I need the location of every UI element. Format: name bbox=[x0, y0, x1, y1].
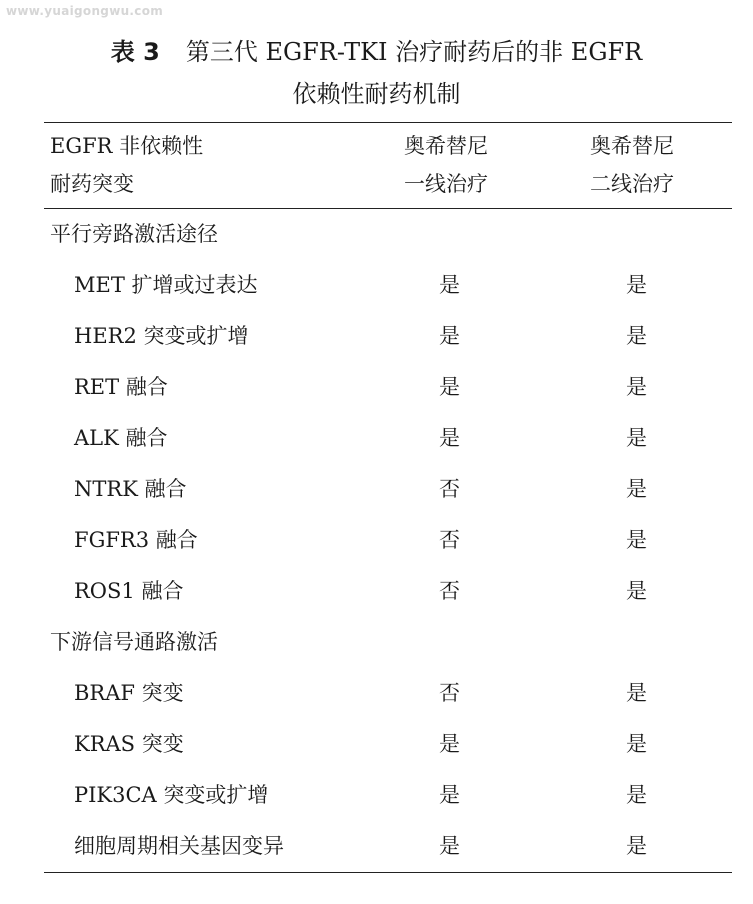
row-label: BRAF 突变 bbox=[74, 681, 184, 705]
cell-first-line: 是 bbox=[439, 426, 460, 450]
header-col1-line1: 奥希替尼 bbox=[404, 134, 488, 158]
cell-second-line: 是 bbox=[626, 834, 647, 858]
header-col0-line1: EGFR 非依赖性 bbox=[50, 134, 204, 158]
cell-second-line: 是 bbox=[626, 426, 647, 450]
cell-second-line: 是 bbox=[626, 681, 647, 705]
row-label: MET 扩增或过表达 bbox=[74, 273, 258, 297]
section-title: 平行旁路激活途径 bbox=[50, 222, 218, 246]
cell-first-line: 是 bbox=[439, 834, 460, 858]
watermark: www.yuaigongwu.com bbox=[6, 4, 164, 18]
cell-first-line: 是 bbox=[439, 783, 460, 807]
header-col2-line2: 二线治疗 bbox=[590, 172, 674, 196]
header-col0-line2: 耐药突变 bbox=[50, 172, 134, 196]
header-col2-line1: 奥希替尼 bbox=[590, 134, 674, 158]
table-title-line2: 依赖性耐药机制 bbox=[292, 80, 461, 108]
cell-second-line: 是 bbox=[626, 477, 647, 501]
row-label: KRAS 突变 bbox=[74, 732, 184, 756]
header-rule bbox=[44, 208, 732, 209]
cell-first-line: 是 bbox=[439, 375, 460, 399]
table-number: 表 3 bbox=[110, 38, 160, 66]
cell-second-line: 是 bbox=[626, 732, 647, 756]
table-title-text: 第三代 EGFR-TKI 治疗耐药后的非 EGFR bbox=[185, 38, 643, 66]
row-label: ALK 融合 bbox=[74, 426, 168, 450]
row-label: NTRK 融合 bbox=[74, 477, 187, 501]
row-label: RET 融合 bbox=[74, 375, 168, 399]
top-rule bbox=[44, 122, 732, 123]
row-label: 细胞周期相关基因变异 bbox=[74, 834, 284, 858]
header-col1-line2: 一线治疗 bbox=[404, 172, 488, 196]
cell-first-line: 是 bbox=[439, 324, 460, 348]
row-label: FGFR3 融合 bbox=[74, 528, 198, 552]
bottom-rule bbox=[44, 872, 732, 873]
cell-second-line: 是 bbox=[626, 375, 647, 399]
cell-first-line: 否 bbox=[439, 528, 460, 552]
table-title-line1 bbox=[0, 32, 753, 72]
row-label: HER2 突变或扩增 bbox=[74, 324, 249, 348]
cell-first-line: 是 bbox=[439, 273, 460, 297]
section-title: 下游信号通路激活 bbox=[50, 630, 218, 654]
row-label: ROS1 融合 bbox=[74, 579, 184, 603]
cell-first-line: 否 bbox=[439, 579, 460, 603]
cell-first-line: 否 bbox=[439, 477, 460, 501]
cell-second-line: 是 bbox=[626, 324, 647, 348]
cell-first-line: 是 bbox=[439, 732, 460, 756]
cell-second-line: 是 bbox=[626, 783, 647, 807]
row-label: PIK3CA 突变或扩增 bbox=[74, 783, 269, 807]
cell-second-line: 是 bbox=[626, 528, 647, 552]
cell-second-line: 是 bbox=[626, 579, 647, 603]
cell-first-line: 否 bbox=[439, 681, 460, 705]
cell-second-line: 是 bbox=[626, 273, 647, 297]
